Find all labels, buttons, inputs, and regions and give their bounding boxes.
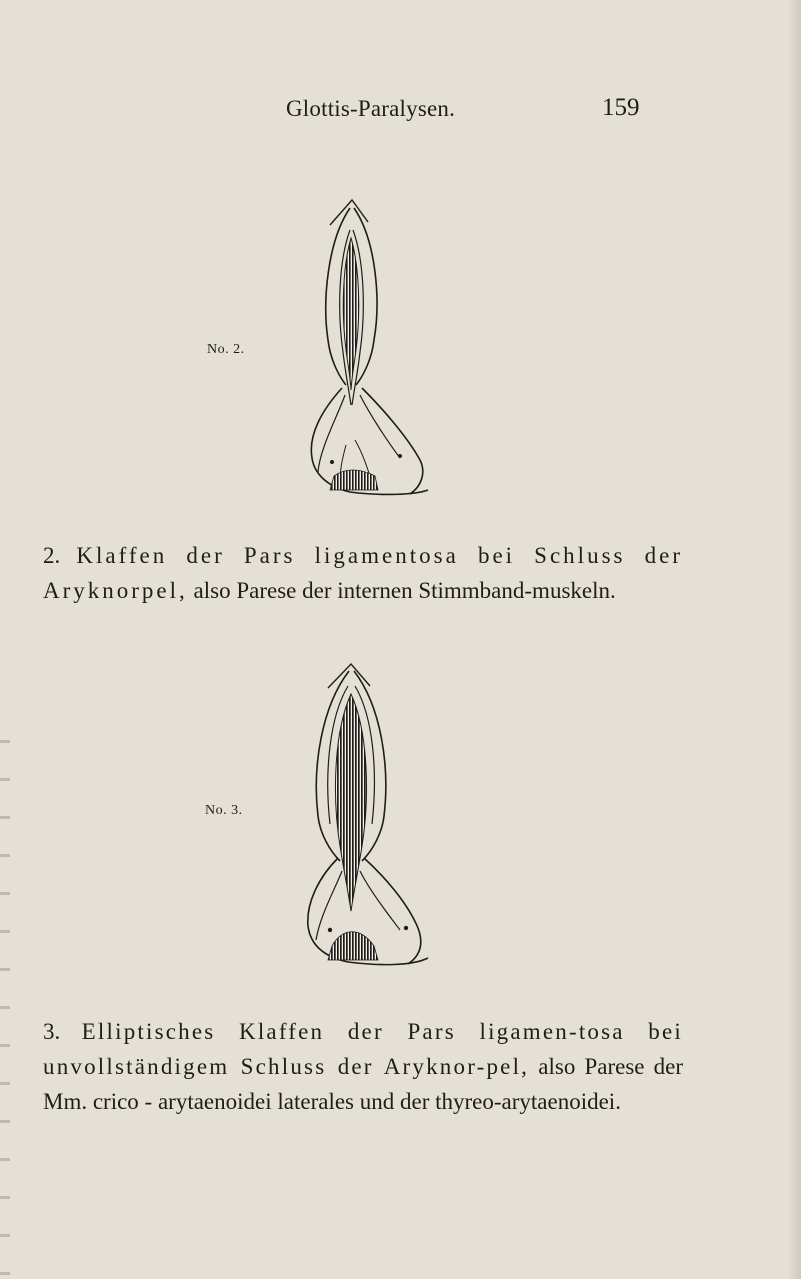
figure-no-2 (200, 190, 500, 510)
caption-number: 2. (43, 543, 61, 568)
page-number: 159 (602, 94, 640, 121)
figure-label: No. 2. (207, 342, 245, 357)
caption-number: 3. (43, 1019, 61, 1044)
page-edge-shadow (787, 0, 801, 1279)
caption-emphasis: Klaffen der Pars ligamentosa bei Schluss der Aryknorpel, (43, 543, 683, 603)
caption-text: also Parese der Mm. crico - arytaenoidei laterales und der thyreo-arytaenoidei. (43, 1054, 684, 1114)
caption-emphasis: Elliptisches Klaffen der Pars ligamen-tosa bei unvollständigem Schluss der Aryknor-pel, (43, 1019, 683, 1079)
figure-caption-no-2 (43, 538, 683, 608)
figure-caption-no-3 (43, 1014, 683, 1119)
figure-no-3 (200, 656, 500, 976)
glottis-illustration-no-2 (250, 190, 500, 510)
glottis-illustration-no-3 (250, 656, 500, 976)
running-header (286, 96, 646, 130)
caption-text: also Parese der internen Stimmband-muskeln. (193, 578, 616, 603)
figure-label: No. 3. (205, 803, 243, 818)
running-title: Glottis-Paralysen. (286, 96, 456, 121)
binding-gutter (0, 740, 10, 1279)
